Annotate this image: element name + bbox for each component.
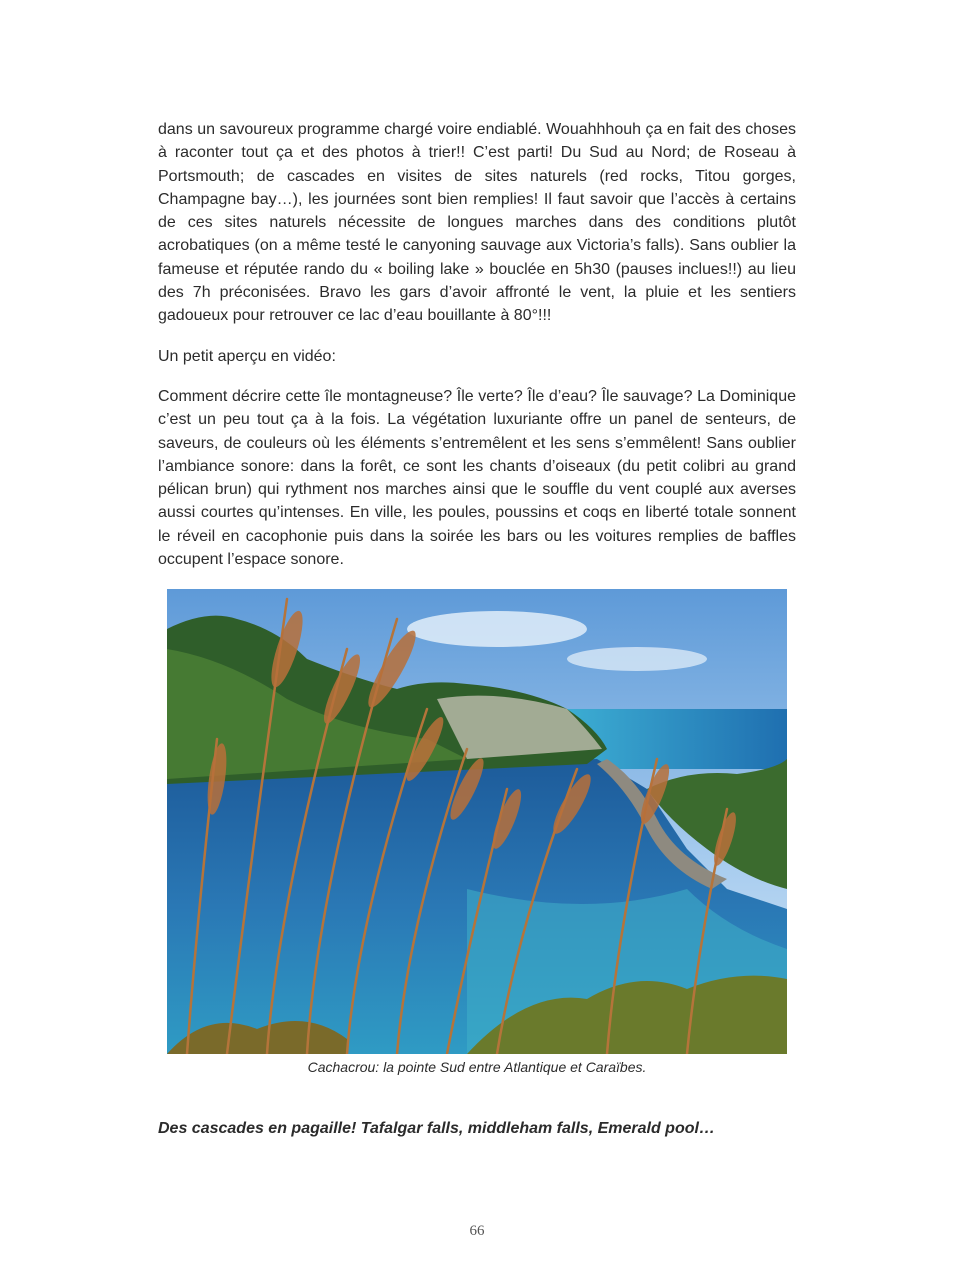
page-number: 66 xyxy=(469,1223,485,1239)
body-paragraph-1: dans un savoureux programme chargé voire endiablé. Wouahhhouh ça en fait des choses à raconter tout ça et des photos à trier!! C’est parti! Du Sud au Nord; de Roseau à Portsmouth; de cascades en visites de sites naturels (red rocks, Titou gorges, Champagne bay…), les journées sont bien remplies! Il faut savoir que l’accès à certains de ces sites naturels nécessite de longues marches dans des conditions plutôt acrobatiques (on a même testé le canyoning sauvage aux Victoria’s falls). Sans oublier la fameuse et réputée rando du « boiling lake » bouclée en 5h30 (pauses inclues!!) au lieu des 7h préconisées. Bravo les gars d’avoir affronté le vent, la pluie et les sentiers gadoueux pour retrouver ce lac d’eau bouillante à 80°!!! xyxy=(158,121,796,325)
landscape-photo xyxy=(167,589,787,1054)
photo-caption: Cachacrou: la pointe Sud entre Atlantique et Caraïbes. xyxy=(307,1059,647,1075)
body-paragraph-3: Comment décrire cette île montagneuse? Île verte? Île d’eau? Île sauvage? La Dominique c’est un peu tout ça à la fois. La végétation luxuriante offre un panel de senteurs, de saveurs, de couleurs où les éléments s’entremêlent et les sens s’emmêlent! Sans oublier l’ambiance sonore: dans la forêt, ce sont les chants d’oiseaux (du petit colibri au grand pélican brun) qui rythment nos marches ainsi que le souffle du vent couplé aux averses aussi courtes qu’intenses. En ville, les poules, poussins et coqs en liberté totale sonnent le réveil en cacophonie puis dans la soirée les bars ou les voitures remplies de baffles occupent l’espace sonore. xyxy=(158,388,796,569)
body-paragraph-2: Un petit aperçu en vidéo: xyxy=(158,348,336,365)
section-heading: Des cascades en pagaille! Tafalgar falls, middleham falls, Emerald pool… xyxy=(158,1120,715,1137)
